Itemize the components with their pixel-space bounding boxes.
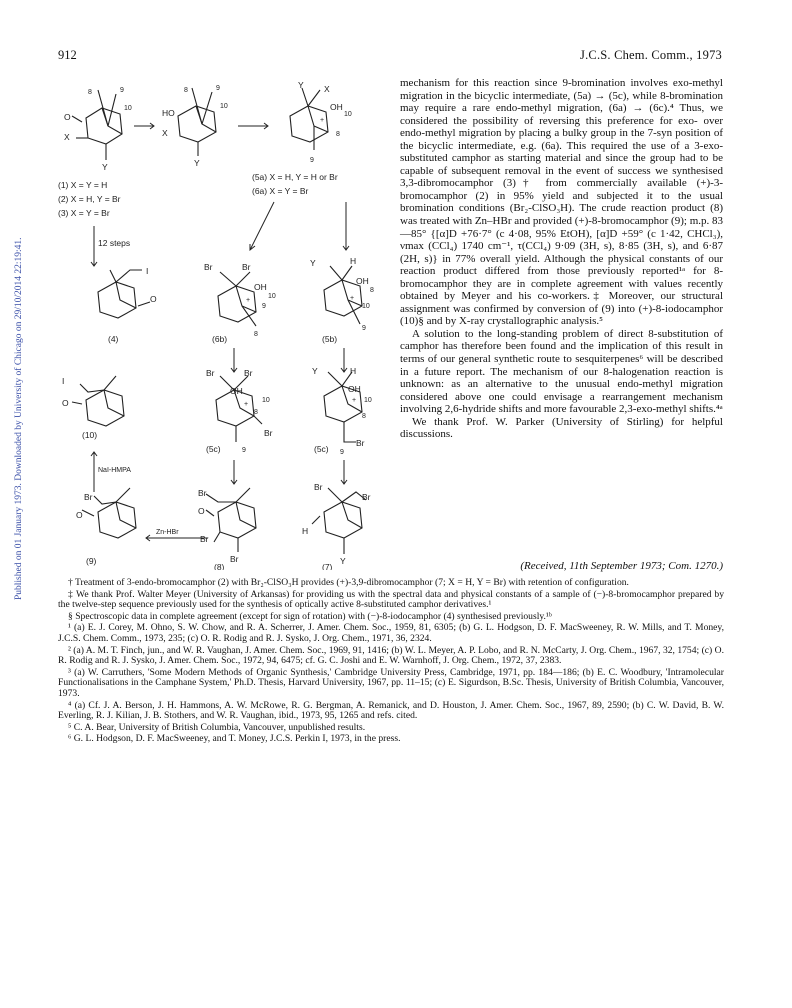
svg-text:Br: Br bbox=[356, 438, 365, 448]
legend-3: (3) X = Y = Br bbox=[58, 208, 110, 218]
journal-title: J.C.S. Chem. Comm., 1973 bbox=[580, 48, 722, 62]
svg-text:8: 8 bbox=[184, 87, 188, 94]
label-9: (9) bbox=[86, 556, 97, 566]
svg-text:I: I bbox=[62, 376, 65, 386]
svg-text:9: 9 bbox=[310, 157, 314, 164]
svg-text:OH: OH bbox=[330, 102, 343, 112]
svg-text:X: X bbox=[64, 132, 70, 142]
svg-text:9: 9 bbox=[262, 303, 266, 310]
structure-5c-right bbox=[324, 372, 362, 442]
structure-6b bbox=[218, 272, 256, 326]
svg-text:8: 8 bbox=[370, 287, 374, 294]
svg-text:Br: Br bbox=[242, 262, 251, 272]
reference-5: ⁵ C. A. Bear, University of British Columbia, Vancouver, unpublished results. bbox=[68, 721, 366, 733]
svg-text:OH: OH bbox=[356, 276, 369, 286]
reagent-12-steps: 12 steps bbox=[98, 238, 131, 248]
structure-7 bbox=[312, 488, 366, 554]
legend-2: (2) X = H, Y = Br bbox=[58, 194, 121, 204]
svg-text:O: O bbox=[150, 294, 157, 304]
received-date: (Received, 11th September 1973; Com. 1270.) bbox=[520, 560, 723, 572]
svg-text:10: 10 bbox=[268, 293, 276, 300]
reagent-nai-hmpa: NaI-HMPA bbox=[98, 467, 131, 474]
svg-text:+: + bbox=[244, 401, 249, 408]
svg-text:Br: Br bbox=[206, 368, 215, 378]
svg-text:8: 8 bbox=[362, 413, 366, 420]
svg-text:9: 9 bbox=[242, 447, 246, 454]
svg-text:O: O bbox=[76, 510, 83, 520]
svg-text:+: + bbox=[350, 295, 355, 302]
svg-text:9: 9 bbox=[216, 85, 220, 92]
svg-text:8: 8 bbox=[336, 131, 340, 138]
download-sidebar bbox=[0, 0, 22, 1008]
svg-text:+: + bbox=[246, 297, 251, 304]
body-paragraph: A solution to the long-standing problem of direct 8-substitution of camphor has therefore been found and the implication of this result in terms of our general synthetic route to sesquiterpenes⁶ will be described in a future report. The mechanism of our 8-halogenation reaction is unknown: as an alternative to the unusual endo-methyl migration considered above one could envisage a rearrangement mechanism involving 2,6-hydride shifts and more favourable 2,3-exo-methyl shifts.⁴ᵃ bbox=[400, 327, 723, 416]
svg-text:O: O bbox=[198, 506, 205, 516]
body-text-column bbox=[400, 77, 723, 441]
structure-8 bbox=[206, 488, 256, 552]
svg-text:O: O bbox=[64, 112, 71, 122]
svg-text:Br: Br bbox=[362, 492, 371, 502]
reference-4: ⁴ (a) Cf. J. A. Berson, J. H. Hammons, A. W. McRowe, R. G. Bergman, A. Remanick, and D. Houston, J. Amer. Chem. Soc., 1967, 89, 2590; (b) C. W. David, B. W. Everling, R. J. Kilian, J. B. Stothers, and W. R. Vaughan, ibid., 1973, 95, 1265 and refs. cited. bbox=[58, 699, 724, 722]
label-5c-right: (5c) bbox=[314, 444, 329, 454]
svg-text:OH: OH bbox=[230, 386, 243, 396]
reaction-scheme bbox=[58, 80, 392, 570]
reference-6: ⁶ G. L. Hodgson, D. F. MacSweeney, and T. Money, J.C.S. Perkin I, 1973, in the press. bbox=[68, 733, 401, 745]
acknowledgement: We thank Prof. W. Parker (University of Stirling) for helpful discussions. bbox=[400, 415, 723, 441]
svg-text:X: X bbox=[324, 84, 330, 94]
footnote-double-dagger: ‡ We thank Prof. Walter Meyer (University of Arkansas) for providing us with the spectral data and physical constants of a sample of (−)-8-bromocamphor prepared by the twelve-step sequence previously used for the synthesis of optically active 8-substituted camphor derivatives.¹ bbox=[58, 588, 724, 611]
svg-text:Br: Br bbox=[84, 492, 93, 502]
label-6b: (6b) bbox=[212, 334, 228, 344]
body-paragraph: mechanism for this reaction since 9-bromination involves exo-methyl migration in the bicyclic intermediate, (5a) → (5c), while 8-bromination may require a rare endo-methyl migration, (6a) → (6c).⁴ Thus, we considered the possibility of reversing this preference for exo- over endo-methyl migration by placing a bulky group in the 7-syn position of the bicyclic intermediate, e.g. (6a). This required the use of a 3-exo-substituted camphor as starting material and since the group had to be capable of subsequent removal in the event of success we synthesised 3,3-dibromocamphor (3)† from commercially available (+)-3-bromocamphor (2) in 95% yield and subjected it to the usual bromination conditions (Br₂-ClSO₃H). The crude reaction product (8) was treated with Zn–HBr and provided (+)-8-bromocamphor (9); m.p. 83—85° {[α]D +76·7° (c 4·08, 95% EtOH), [α]D +59° (c 1·42, CHCl₃), νmax (CCl₄) 1740 cm⁻¹, τ(CCl₄) 9·09 (3H, s), 8·85 (3H, s), and 6·87 (2H, s)} in 77% overall yield. Although the physical constants of our reaction product differed from those previously reported¹ᵃ for 8-bromocamphor they are in complete agreement with values recently obtained by Meyer and his co-workers.‡ Moreover, our structural assignment was confirmed by conversion of (9) into (+)-8-iodocamphor (10)§ and by X-ray crystallographic analysis.⁵ bbox=[400, 77, 723, 328]
svg-text:Br: Br bbox=[314, 482, 323, 492]
page-number: 912 bbox=[58, 48, 77, 62]
svg-text:Br: Br bbox=[204, 262, 213, 272]
svg-text:Y: Y bbox=[312, 366, 318, 376]
reagent-zn-hbr: Zn-HBr bbox=[156, 529, 179, 536]
svg-text:Br: Br bbox=[264, 428, 273, 438]
svg-text:HO: HO bbox=[162, 108, 175, 118]
page-header bbox=[58, 48, 722, 64]
svg-text:10: 10 bbox=[362, 303, 370, 310]
reference-1: ¹ (a) E. J. Corey, M. Ohno, S. W. Chow, and R. A. Scherrer, J. Amer. Chem. Soc., 1959, 81, 6305; (b) G. L. Hodgson, D. F. MacSweeney, R. W. Mills, and T. Money, J.C.S. Chem. Comm., 1973, 235; (c) O. R. Rodig and R. J. Sysko, J. Org. Chem., 1971, 36, 2324. bbox=[58, 622, 724, 644]
legend-5a: (5a) X = H, Y = H or Br bbox=[252, 172, 338, 182]
svg-text:Y: Y bbox=[298, 80, 304, 90]
label-10: (10) bbox=[82, 430, 98, 440]
svg-text:Y: Y bbox=[102, 162, 108, 172]
svg-text:O: O bbox=[62, 398, 69, 408]
svg-text:H: H bbox=[350, 256, 357, 266]
svg-text:H: H bbox=[302, 526, 309, 536]
structure-camphor bbox=[72, 90, 122, 160]
svg-text:10: 10 bbox=[220, 103, 228, 110]
reference-3: ³ (a) W. Carruthers, 'Some Modern Methods of Organic Synthesis,' Cambridge University Press, Cambridge, 1971, pp. 184—186; (b) E. C. Woodbury, 'Intramolecular Functionalisations in the Camphane System,' Ph.D. Thesis, Harvard University, 1967, pp. 11–15; (c) E. Sigurdson, B.Sc. Thesis, University of British Columbia, Vancouver, 1973. bbox=[58, 666, 724, 699]
svg-text:10: 10 bbox=[364, 397, 372, 404]
download-notice[interactable]: Published on 01 January 1973. Downloaded by University of Chicago on 29/10/2014 22:19:41. bbox=[14, 237, 24, 600]
reference-2: ² (a) A. M. T. Finch, jun., and W. R. Vaughan, J. Amer. Chem. Soc., 1969, 91, 1416; (b) W. L. Meyer, A. P. Lobo, and R. N. McCarty, J. Org. Chem., 1967, 32, 1754; (c) O. R. Rodig and R. J. Sysko, J. Amer. Chem. Soc., 1972, 94, 6475; cf. G. C. Joshi and E. W. Warnhoff, J. Org. Chem., 1972, 37, 2383. bbox=[58, 644, 724, 667]
svg-text:8: 8 bbox=[254, 409, 258, 416]
svg-text:OH: OH bbox=[254, 282, 267, 292]
label-7: (7) bbox=[322, 562, 333, 570]
svg-text:10: 10 bbox=[262, 397, 270, 404]
svg-text:Br: Br bbox=[244, 368, 253, 378]
structure-10 bbox=[72, 376, 124, 426]
svg-text:9: 9 bbox=[120, 87, 124, 94]
label-8: (8) bbox=[214, 562, 225, 570]
footnote-section: § Spectroscopic data in complete agreement (except for sign of rotation) with (−)-8-iodocamphor (4) synthesised previously.¹ᵇ bbox=[68, 610, 552, 622]
svg-text:Y: Y bbox=[310, 258, 316, 268]
legend-1: (1) X = Y = H bbox=[58, 180, 108, 190]
svg-text:Br: Br bbox=[200, 534, 209, 544]
svg-text:Br: Br bbox=[230, 554, 239, 564]
svg-text:Br: Br bbox=[198, 488, 207, 498]
legend-6a: (6a) X = Y = Br bbox=[252, 186, 309, 196]
label-5c-left: (5c) bbox=[206, 444, 221, 454]
svg-text:9: 9 bbox=[340, 449, 344, 456]
structure-intermediate-a bbox=[178, 88, 216, 156]
svg-text:I: I bbox=[146, 266, 149, 276]
svg-text:10: 10 bbox=[124, 105, 132, 112]
svg-text:OH: OH bbox=[348, 384, 361, 394]
structure-4 bbox=[98, 270, 150, 318]
label-5b: (5b) bbox=[322, 334, 338, 344]
scheme-drawing bbox=[58, 80, 392, 570]
svg-text:10: 10 bbox=[344, 111, 352, 118]
structure-5b bbox=[324, 266, 362, 324]
svg-text:Y: Y bbox=[340, 556, 346, 566]
svg-text:8: 8 bbox=[254, 331, 258, 338]
svg-text:X: X bbox=[162, 128, 168, 138]
svg-text:8: 8 bbox=[88, 89, 92, 96]
svg-text:+: + bbox=[320, 117, 325, 124]
svg-text:9: 9 bbox=[362, 325, 366, 332]
svg-text:Y: Y bbox=[194, 158, 200, 168]
svg-text:+: + bbox=[352, 397, 357, 404]
svg-text:H: H bbox=[350, 366, 357, 376]
footnotes bbox=[58, 578, 724, 746]
footnote-dagger: † Treatment of 3-endo-bromocamphor (2) with Br₂-ClSO₃H provides (+)-3,9-dibromocamphor (7; X = H, Y = Br) with retention of configuration. bbox=[68, 577, 629, 588]
label-4: (4) bbox=[108, 334, 119, 344]
